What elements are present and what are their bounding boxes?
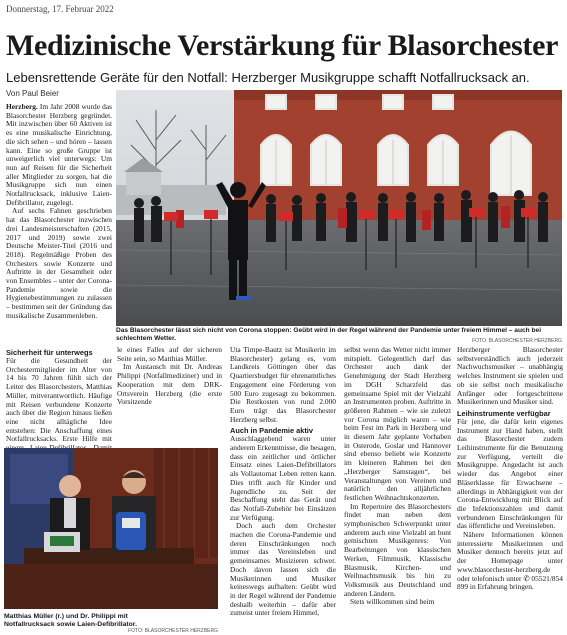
secondary-photo-credit: FOTO: BLASORCHESTER HERZBERG (128, 628, 218, 634)
paragraph: Im Repertoire des Blasorchesters findet man neben dem symphonischen Schwerpunkt unter anderem auch eine Vielzahl an bunt gemischten Musikgenres: Von Bearbeitungen von klassischen Werken, Filmmusik, Klassische Blasmusik, Kirchen- und Weihnachtsmusik bis hin zu Volksmusik aus Deutschland und anderen Ländern. (344, 501, 451, 598)
orchestra-outdoor-photo (116, 90, 562, 326)
paragraph: Für die Gesundheit der Orchestermitglieder im Alter von 14 bis 70 Jahren fühlt sich der Leiter des Blasorchesters, Matthias Müller, mitverantwortlich. Häufige mit Reisen verbundene Konzerte auch über die Region hinaus ließen eine nicht alltägliche Idee entstehen: Die Anschaffung eines Notfallrucksacks. Erste Hilfe mit (6, 356, 112, 444)
paragraph (6, 103, 112, 207)
lead-place: Herzberg. (6, 102, 38, 111)
secondary-photo (4, 448, 218, 609)
paragraph: Ausschlaggebend waren unter anderem Erkenntnisse, die besagen, dass ein zeitlicher und örtlicher Einsatz eines Laien-Defibrillators als Vollautomat Leben retten kann. Dies trifft auch für Kinder und Jugendliche zu. Seit der Beschaffung steht das Gerät und das Notfall-Zubehör bei Einsätzen zur Verfügung. (230, 434, 336, 522)
paragraph: selbst wenn das Wetter nicht immer mitspielt. Gelegentlich darf das Orchester auch dank der Genehmigung der Stadt Herzberg im DGH Scharzfeld das gemeinsame Spiel mit der Vielzahl an Instrumenten proben. Auftritte in größeren Rahmen – wie sie zuletzt vor Corona möglich waren – wie beim Fest im Park in Herzberg und in diesem Jahr geplante Vorhaben in Osterode, Goslar und Hannover sind ebenso beliebt wie Konzerte im kleineren Rahmen bei den „Herzberger Samstagen“, bei Veranstaltungen von Vereinen und natürlich den alljährlichen festlichen Weihnachtskonzerten. (344, 345, 451, 502)
paragraph: Nähere Informationen können interessierte Musikerinnen und Musiker dennoch bereits jetzt auf der Homepage unter www.blasorchester-herzberg.de oder telefonisch unter ✆ 05521/854 899 in Erfahrung bringen. (457, 530, 563, 592)
paragraph: Stets willkommen sind beim (350, 597, 435, 607)
paragraph: Für jene, die dafür kein eigenes Instrument zur Hand haben, stellt das Blasorchester zudem Leihinstrumente für die Benutzung zur Verfügung, verteilt die Musikgruppe. Angedacht ist auch wieder das Angebot einer Bläserklasse für Erwachsene – allerdings in Abhängigkeit von der Corona-Entwicklung mit Blick auf die Infektionszahlen und damit verbundenen Einschränkungen für das öffentliche und Vereinsleben. (457, 416, 563, 531)
article-column-4 (344, 346, 451, 607)
article-column-3 (230, 346, 336, 618)
dateline: Donnerstag, 17. Februar 2022 (6, 4, 114, 14)
main-photo (116, 90, 562, 326)
subheading: Sicherheit für unterwegs (6, 348, 93, 357)
paragraph: Im Austausch mit Dr. Andreas Philippi (Notfallmediziner) und in Kooperation mit dem DRK-Ortsverein Herzberg (die erste Vorsitzende (117, 362, 222, 407)
main-photo-caption: Das Blasorchester lässt sich nicht von Corona stoppen: Geübt wird in der Regel während der Pandemie unter freiem Himmel – auch bei schlechtem Wetter. (116, 327, 542, 342)
article-column-5 (457, 346, 563, 592)
paragraph: Auf sechs Fahnen geschrieben hat das Blasorchester inzwischen drei Landesmeisterschaften (2015, 2017 und 2019) sowie zwei Deutsche Meister-Titel (2016 und 2018). Regelmäßige Proben des Orchesters sowie Konzerte und Auftritte in der Gesamtheit oder von Ensembles – unter der Corona-Pandemie sowie die Hygienebestimmungen zu zulassen – bestimmen seit der Gründung das musikalische Zusammenleben. (6, 206, 112, 320)
article-column-2 (117, 346, 222, 407)
subheading: Auch in Pandemie aktiv (230, 426, 313, 436)
author-byline: Von Paul Beier (6, 89, 59, 98)
paragraph: Herzberger Blasorchester selbstverständlich auch jederzeit Nachwuchsmusiker – unabhängig welches Instrument sie spielen und ob sie selbst noch musikalische Anfänger oder fortgeschrittene Musikerinnen und Musiker sind. (457, 345, 563, 407)
article-column-1 (6, 103, 112, 321)
paragraph: le eines Falles auf der sicheren Seite sein, so Matthias Müller. (117, 345, 222, 363)
paragraph: Doch auch dem Orchester machen die Corona-Pandemie und deren Einschränkungen noch immer das Vereinsleben und gemeinsames Musizieren schwer. Doch davon lassen sich die Musikerinnen und Musiker keineswegs aufhalten: Geübt wird in der Regel während der Pandemie deshalb weiterhin – dafür aber zumeist unter freiem Himmel, (230, 521, 336, 618)
main-photo-credit: FOTO: BLASORCHESTER HERZBERG (472, 338, 562, 344)
subheading: Leihinstrumente verfügbar (457, 408, 551, 418)
notfallrucksack-photo (4, 448, 218, 609)
secondary-photo-caption: Matthias Müller (r.) und Dr. Philippi mit Notfallrucksack sowie Laien-Defibrillator. (4, 613, 137, 628)
headline: Medizinische Verstärkung für Blasorchester (6, 29, 559, 62)
paragraph: Uta Timpe-Bautz ist Musikerin im Blasorchester) gelang es, vom Landkreis Göttingen über das Quartiersbudget für ehrenamtliches Engagement eine Förderung von 500 Euro zugesagt zu bekommen. Die Restkosten von rund 2.000 Euro trägt das Blasorchester Herzberg selbst. (230, 345, 336, 424)
subheadline: Lebensrettende Geräte für den Notfall: Herzberger Musikgruppe schafft Notfallrucksack an. (6, 70, 530, 85)
paragraph-text: Im Jahr 2008 wurde das Blasorchester Herzberg gegründet. Mit inzwischen über 60 Aktiven ist es eine musikalische Einrichtung, die sich sehen – und hören – lassen kann. Eine so große Gruppe ist unweigerlich viel unterwegs: Um nun auf Reisen für die Sicherheit aller Mitglieder zu sorgen, hat die Musikgruppe sich nun einen Notfallrucksack, inklusive Laien-Defibrillator, zugelegt. (6, 102, 112, 207)
